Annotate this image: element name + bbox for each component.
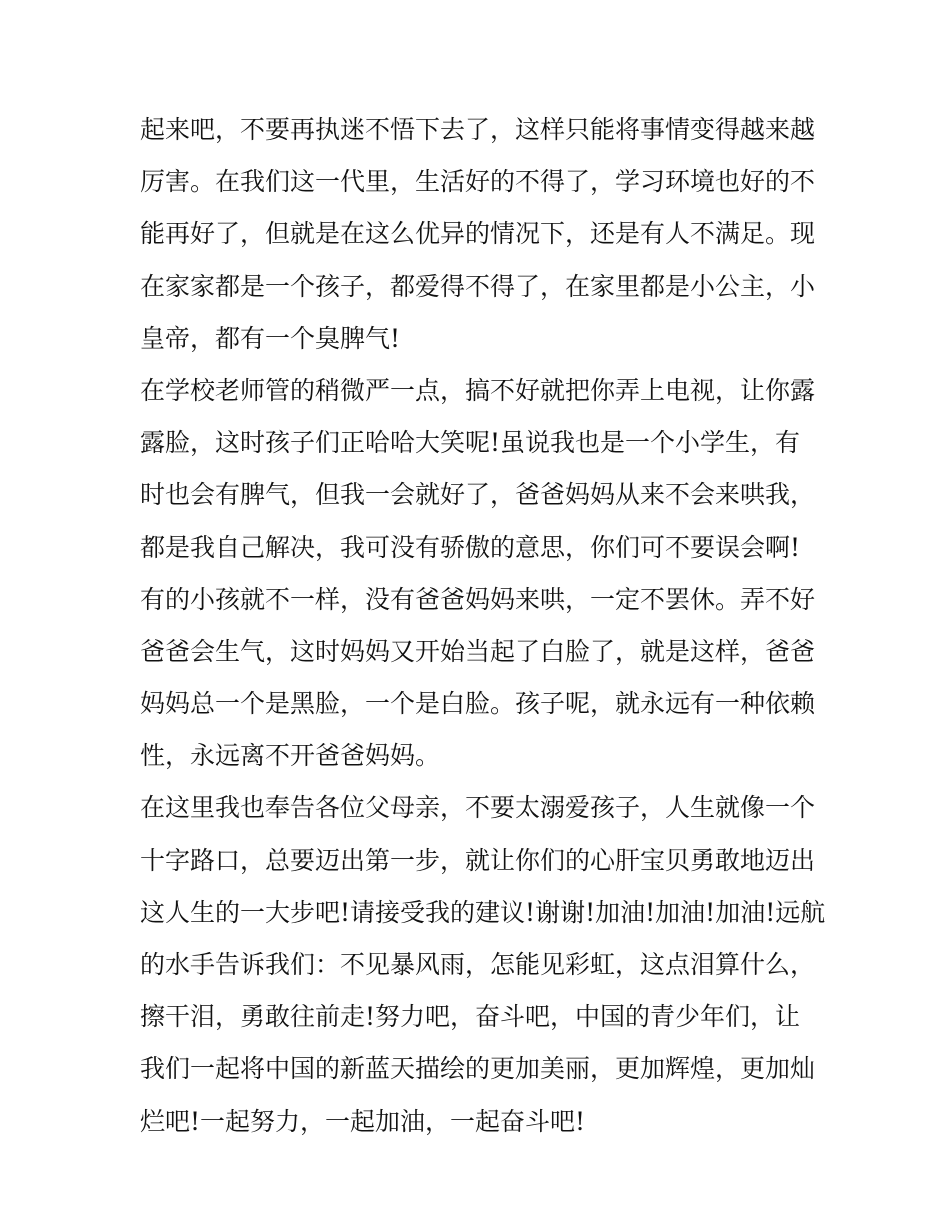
text-line-7: 露脸，这时孩子们正哈哈大笑呢!虽说我也是一个小学生，有	[140, 428, 801, 458]
text-line-17: 的水手告诉我们：不见暴风雨，怎能见彩虹，这点泪算什么，	[140, 950, 816, 979]
text-line-2: 厉害。在我们这一代里，生活好的不得了，学习环境也好的不	[140, 167, 816, 197]
text-line-14: 在这里我也奉告各位父母亲，不要太溺爱孩子，人生就像一个	[140, 793, 816, 823]
document-body	[140, 104, 826, 1148]
text-line-15: 十字路口，总要迈出第一步，就让你们的心肝宝贝勇敢地迈出	[140, 845, 816, 875]
text-line-19: 我们一起将中国的新蓝天描绘的更加美丽，更加辉煌，更加灿	[140, 1054, 816, 1084]
text-line-1: 起来吧，不要再执迷不悟下去了，这样只能将事情变得越来越	[140, 115, 816, 144]
text-line-4: 在家家都是一个孩子，都爱得不得了，在家里都是小公主，小	[140, 271, 816, 301]
text-line-8: 时也会有脾气，但我一会就好了，爸爸妈妈从来不会来哄我，	[140, 480, 816, 510]
text-line-6: 在学校老师管的稍微严一点，搞不好就把你弄上电视，让你露	[140, 375, 816, 405]
text-line-12: 妈妈总一个是黑脸，一个是白脸。孩子呢，就永远有一种依赖	[140, 689, 816, 719]
text-line-5: 皇帝，都有一个臭脾气!	[140, 323, 401, 353]
text-line-10: 有的小孩就不一样，没有爸爸妈妈来哄，一定不罢休。弄不好	[140, 584, 816, 614]
text-line-20: 烂吧!一起努力，一起加油，一起奋斗吧!	[140, 1106, 586, 1136]
text-line-18: 擦干泪，勇敢往前走!努力吧，奋斗吧，中国的青少年们，让	[140, 1002, 801, 1032]
text-line-16: 这人生的一大步吧!请接受我的建议!谢谢!加油!加油!加油!远航	[140, 897, 826, 927]
text-line-11: 爸爸会生气，这时妈妈又开始当起了白脸了，就是这样，爸爸	[140, 636, 816, 666]
text-line-3: 能再好了，但就是在这么优异的情况下，还是有人不满足。现	[140, 219, 816, 249]
text-line-9: 都是我自己解决，我可没有骄傲的意思，你们可不要误会啊!	[140, 532, 801, 562]
text-line-13: 性，永远离不开爸爸妈妈。	[140, 741, 441, 771]
